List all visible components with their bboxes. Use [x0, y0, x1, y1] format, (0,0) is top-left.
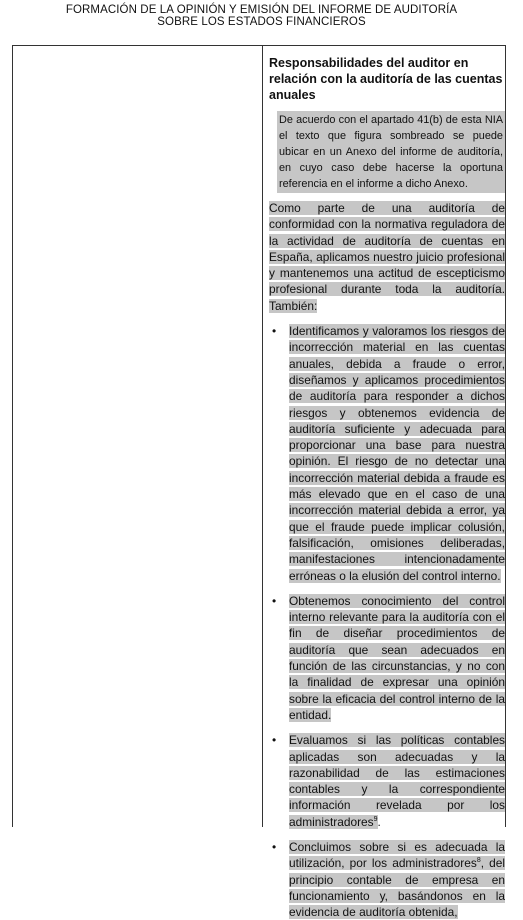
report-table: [12, 45, 506, 920]
list-item: [269, 732, 505, 830]
bullet-glyph: •: [272, 733, 277, 748]
bullet-text-end: .: [377, 814, 381, 829]
bullet-text: Concluimos sobre si es adecuada la utilización, por los administradores: [289, 839, 505, 871]
bullet-text-cont: , del principio contable de empresa en funcionamiento y, basándonos en la evidencia de auditoría obtenida,: [289, 856, 505, 920]
right-column: [269, 55, 505, 920]
header-line-2: SOBRE LOS ESTADOS FINANCIEROS: [157, 16, 366, 28]
page-header: [0, 4, 523, 28]
list-item: [269, 323, 505, 584]
intro-text: Como parte de una auditoría de conformidad con la normativa reguladora de la actividad de auditoría de cuentas en España, aplicamos nuestro juicio profesional y mantenemos una actitud de escepticismo profesional durante toda la auditoría. También:: [269, 201, 505, 313]
footnote-ref: 8: [476, 857, 481, 865]
footnote-ref: 9: [373, 815, 378, 823]
column-divider: [262, 46, 263, 827]
bullet-glyph: •: [272, 324, 277, 339]
bullet-text: Obtenemos conocimiento del control interno relevante para la auditoría con el fin de diseñar procedimientos de auditoría que sean adecuados en función de las circunstancias, y no con la finalidad de expresar una opinión sobre la eficacia del control interno de la entidad.: [289, 593, 505, 722]
bullet-text: Identificamos y valoramos los riesgos de incorrección material en las cuentas anuales, debida a fraude o error, diseñamos y aplicamos procedimientos de auditoría para responder a dichos riesgos y obtenemos evidencia de auditoría suficiente y adecuada para proporcionar una base para nuestra opinión. El riesgo de no detectar una incorrección material debida a fraude es más elevado que en el caso de una incorrección material debida a error, ya que el fraude puede implicar colusión, falsificación, omisiones deliberadas, manifestaciones intencionadamente erróneas o la elusión del control interno.: [289, 324, 505, 583]
bullet-text: Evaluamos si las políticas contables aplicadas son adecuadas y la razonabilidad de las estimaciones contables y la correspondiente información revelada por los administradores: [289, 733, 505, 829]
bullet-glyph: •: [272, 839, 277, 854]
intro-paragraph: [269, 200, 505, 314]
bullet-list: [269, 323, 505, 920]
header-line-1: FORMACIÓN DE LA OPINIÓN Y EMISIÓN DEL INFORME DE AUDITORÍA: [65, 4, 458, 16]
list-item: [269, 593, 505, 723]
bullet-glyph: •: [272, 593, 277, 608]
section-title: Responsabilidades del auditor en relación con la auditoría de las cuentas anuales: [269, 56, 503, 102]
shaded-note: De acuerdo con el apartado 41(b) de esta NIA el texto que figura sombreado se puede ubicar en un Anexo del informe de auditoría, en cuyo caso debe hacerse la oportuna referencia en el informe a dicho Anexo.: [277, 111, 505, 193]
list-item: [269, 839, 505, 920]
